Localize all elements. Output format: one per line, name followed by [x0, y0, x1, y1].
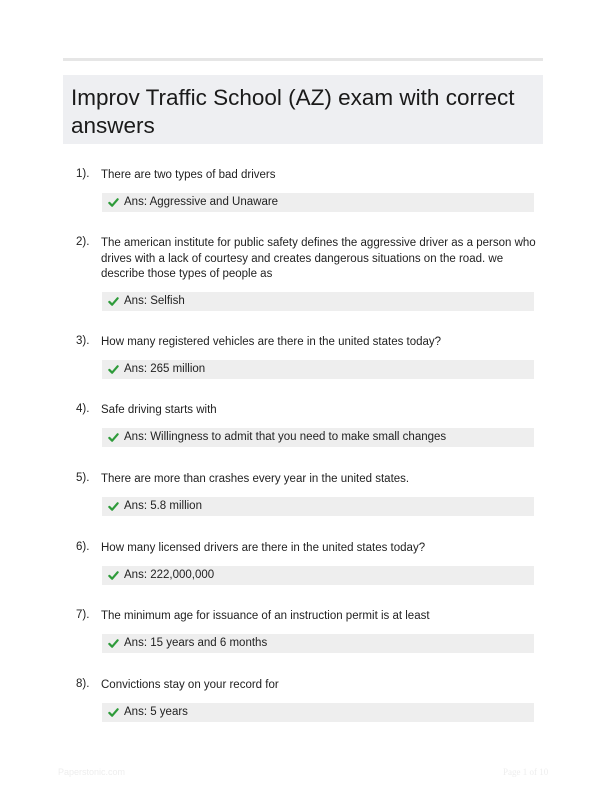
- question-number: 4).: [76, 403, 90, 415]
- page-number: Page 1 of 10: [503, 767, 549, 777]
- question-number: 8).: [76, 678, 90, 690]
- question-number: 3).: [76, 335, 90, 347]
- question-number: 2).: [76, 236, 90, 248]
- title-banner: [63, 75, 543, 144]
- question-number: 7).: [76, 609, 90, 621]
- answer-box: [102, 292, 534, 311]
- question-text: The minimum age for issuance of an instruction permit is at least: [101, 610, 430, 622]
- answer-box: [102, 566, 534, 585]
- question-text: How many registered vehicles are there in the united states today?: [101, 336, 442, 348]
- checkmark-icon: [108, 197, 119, 208]
- checkmark-icon: [108, 570, 119, 581]
- answer-box: [102, 497, 534, 516]
- checkmark-icon: [108, 364, 119, 375]
- checkmark-icon: [108, 432, 119, 443]
- checkmark-icon: [108, 296, 119, 307]
- question-text: There are two types of bad drivers: [101, 169, 276, 181]
- checkmark-icon: [108, 707, 119, 718]
- question-text: How many licensed drivers are there in the united states today?: [101, 542, 426, 554]
- answer-text: Ans: Willingness to admit that you need to make small changes: [124, 431, 447, 443]
- checkmark-icon: [108, 501, 119, 512]
- question-number: 6).: [76, 541, 90, 553]
- top-divider: [63, 58, 543, 61]
- answer-box: [102, 703, 534, 722]
- answer-text: Ans: Selfish: [124, 295, 185, 307]
- question-text: Convictions stay on your record for: [101, 679, 279, 691]
- answer-text: Ans: 5.8 million: [124, 500, 202, 512]
- answer-text: Ans: 15 years and 6 months: [124, 637, 268, 649]
- footer-watermark: Paperstonic.com: [58, 767, 126, 777]
- answer-box: [102, 193, 534, 212]
- question-number: 1).: [76, 168, 90, 180]
- answer-text: Ans: Aggressive and Unaware: [124, 196, 279, 208]
- question-text: Safe driving starts with: [101, 404, 217, 416]
- page-title: Improv Traffic School (AZ) exam with correct answers: [71, 85, 515, 138]
- checkmark-icon: [108, 638, 119, 649]
- question-number: 5).: [76, 472, 90, 484]
- question-text: The american institute for public safety defines the aggressive driver as a person who drives with a lack of courtesy and creates dangerous situations on the road. we describe those types of people as: [101, 237, 536, 280]
- answer-box: [102, 360, 534, 379]
- question-text: There are more than crashes every year in the united states.: [101, 473, 410, 485]
- answer-text: Ans: 222,000,000: [124, 569, 215, 581]
- answer-text: Ans: 5 years: [124, 706, 188, 718]
- answer-box: [102, 634, 534, 653]
- answer-box: [102, 428, 534, 447]
- answer-text: Ans: 265 million: [124, 363, 206, 375]
